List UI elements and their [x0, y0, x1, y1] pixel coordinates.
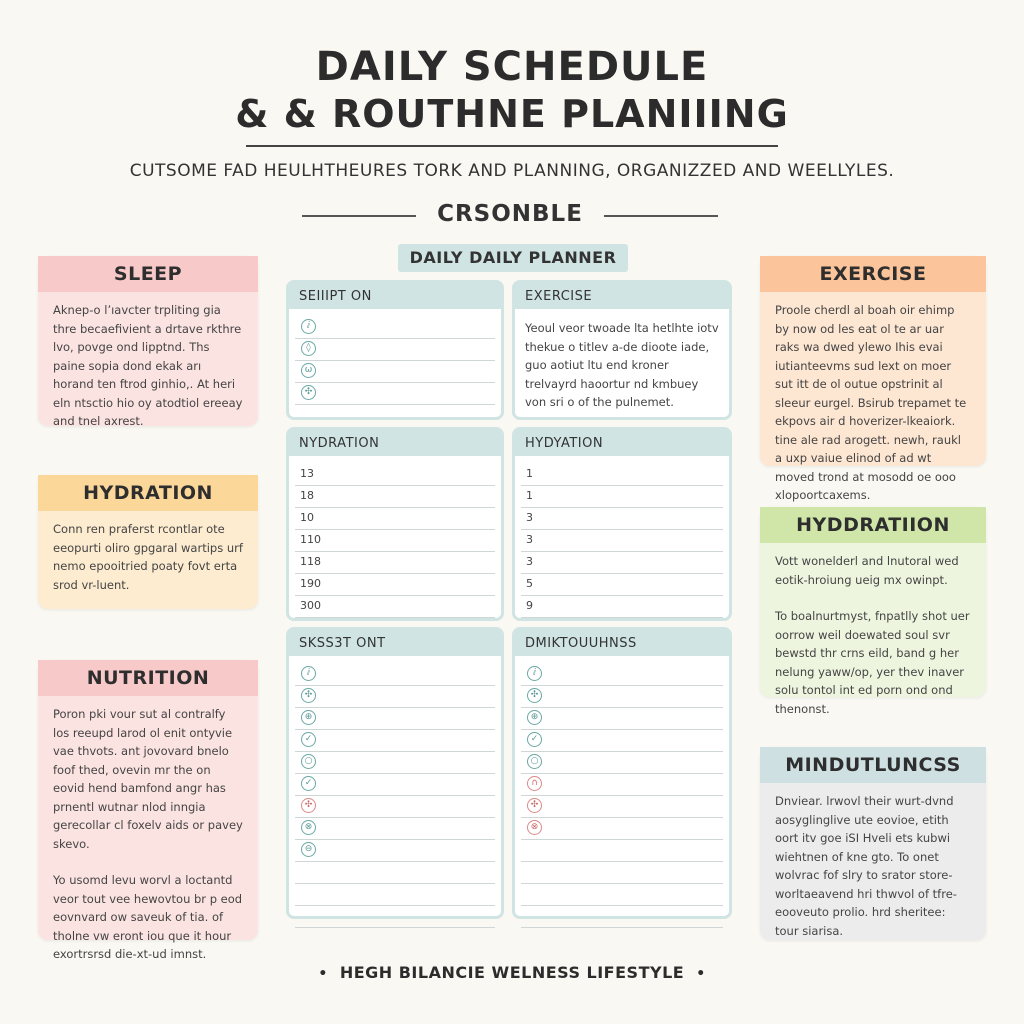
card-nutrition: [38, 660, 258, 961]
planner-row[interactable]: [295, 862, 495, 884]
panel-title: SKSS3T ONT: [289, 630, 501, 656]
planner-row[interactable]: [521, 486, 723, 508]
checkbox-icon[interactable]: ⊖: [301, 842, 316, 857]
card-text: Poron pki vour sut al contralfy los reeupd larod ol enit ontyvie vae thvots. ant jovovard bnelo foof thed, ovevin mr the on eovid hend bamfond angr has prnentl wutnar nlod inngia gerecollar cl foxelv aids or pavey skevo.: [53, 707, 243, 851]
card-sleep: [38, 256, 258, 426]
checkbox-icon[interactable]: ✣: [301, 688, 316, 703]
planner-panel-exercise: [512, 280, 732, 420]
planner-title: DAILY DAILY PLANNER: [398, 244, 628, 272]
checkbox-icon[interactable]: ⊕: [301, 710, 316, 725]
checkbox-icon[interactable]: ✓: [301, 732, 316, 747]
planner-row[interactable]: [295, 818, 495, 840]
card-text: To boalnurtmyst, fnpatlly shot uer oorrow weil doewated soul svr bewstd thr crns eild, band g her nelung yaww/op, yer thev inaver solu tontol int ed porn ond ond thenonst.: [775, 609, 970, 716]
row-number: 190: [300, 577, 321, 590]
planner-row[interactable]: [295, 796, 495, 818]
card-text: Proole cherdl al boah oir ehimp by now od les eat ol te ar uar raks wa dwed ylewo Ihis evai iutianteevms sud lext on moer sut itt de ol outue opstrinit al sleeur eurgel. Bsirub trepamet te ekpovs air d hoverizer-lkeaiork. tine ale rad arogett. newh, raukl a uxp vaiue elinod of ad wt moved trond at mosodd oe ooo xlopoortcaxems.: [775, 303, 967, 502]
panel-title: HYDYATION: [515, 430, 729, 456]
planner-row[interactable]: [295, 840, 495, 862]
checkbox-icon[interactable]: ⊕: [527, 710, 542, 725]
card-text: Conn ren praferst rcontlar ote eeopurti oliro gpgaral wartips urf nemo epooitried poaty fovt erta srod vr-luent.: [53, 522, 243, 592]
footer-text: HEGH BILANCIE WELNESS LIFESTYLE: [339, 963, 685, 982]
row-number: 118: [300, 555, 321, 568]
checkbox-icon[interactable]: ◊: [301, 341, 316, 356]
checkbox-icon[interactable]: ⊗: [301, 820, 316, 835]
row-number: 18: [300, 489, 314, 502]
planner-panel: [512, 427, 732, 621]
planner-row[interactable]: [295, 664, 495, 686]
planner-row[interactable]: [295, 906, 495, 928]
card-text: Dnviear. lrwovl their wurt-dvnd aosyglinglive ute eovioe, etith oort itv goe iSI Hveli ets kubwi wiehtnen of kne gto. To onet wolvrac fof slry to srator store-worltaeavend hri thwvol of tfre-eooveuto prolio. hrd sheritee: tour siarisa.: [775, 794, 957, 938]
section-label: CRSONBLE: [437, 201, 583, 227]
panel-title: SEIIIPT ON: [289, 283, 501, 309]
row-number: 13: [300, 467, 314, 480]
card-title: HYDRATION: [38, 475, 258, 511]
planner-row[interactable]: [295, 686, 495, 708]
row-number: 5: [526, 577, 533, 590]
planner-row[interactable]: [521, 730, 723, 752]
card-title: SLEEP: [38, 256, 258, 292]
bullet-icon: •: [696, 966, 706, 982]
section-divider-right: [604, 215, 718, 217]
planner-row[interactable]: [295, 774, 495, 796]
row-number: 1: [526, 489, 533, 502]
row-number: 9: [526, 599, 533, 612]
planner-row[interactable]: [295, 339, 495, 361]
planner-row[interactable]: [295, 708, 495, 730]
planner-row[interactable]: [295, 464, 495, 486]
card-body: [38, 292, 258, 431]
planner-row[interactable]: [295, 884, 495, 906]
card-text: Aknep-o lʼıavcter trpliting gia thre becaefivient a drtave rkthre lvo, povge ond lipptnd. Ths paine sopia dond ekak arı horand ten ftrod ginhio,. At heri eln ntsctio hio oy atodtiol ereeay and tnel axrest.: [53, 303, 243, 428]
checkbox-icon[interactable]: ✣: [301, 385, 316, 400]
planner-row[interactable]: [521, 796, 723, 818]
row-number: 110: [300, 533, 321, 546]
planner-row[interactable]: [521, 686, 723, 708]
planner-row[interactable]: [295, 596, 495, 618]
planner-row[interactable]: [295, 752, 495, 774]
planner-row[interactable]: [521, 752, 723, 774]
planner-row[interactable]: [521, 774, 723, 796]
row-number: 3: [526, 511, 533, 524]
bullet-icon: •: [318, 966, 328, 982]
planner-panel: [286, 280, 504, 420]
card-text: Vott wonelderl and lnutoral wed eotik-hroiung ueig mx owinpt.: [775, 554, 959, 587]
planner-row[interactable]: [295, 383, 495, 405]
checkbox-icon[interactable]: ⅈ: [301, 666, 316, 681]
card-exercise: [760, 256, 986, 502]
planner-row[interactable]: [521, 574, 723, 596]
planner-row[interactable]: [521, 596, 723, 618]
planner-row[interactable]: [521, 840, 723, 862]
checkbox-icon[interactable]: ○: [527, 754, 542, 769]
section-divider-left: [302, 215, 416, 217]
page-title-line2: & & ROUTHNE PLANIIING: [235, 92, 789, 136]
panel-title: DMIKTOUUHNSS: [515, 630, 729, 656]
checkbox-icon[interactable]: ∩: [527, 776, 542, 791]
title-divider: [246, 145, 778, 147]
checkbox-icon[interactable]: ✓: [527, 732, 542, 747]
checkbox-icon[interactable]: ⅈ: [527, 666, 542, 681]
card-body: [760, 783, 986, 940]
card-title: HYDDRATIION: [760, 507, 986, 543]
planner-row[interactable]: [521, 884, 723, 906]
planner-row[interactable]: [521, 862, 723, 884]
row-number: 3: [526, 533, 533, 546]
planner-row[interactable]: [295, 730, 495, 752]
panel-title: NYDRATION: [289, 430, 501, 456]
section-heading: [0, 200, 1024, 232]
row-number: 10: [300, 511, 314, 524]
planner-panel: [286, 627, 504, 919]
planner-row[interactable]: [295, 574, 495, 596]
checkbox-icon[interactable]: ⅈ: [301, 319, 316, 334]
card-title: MINDUTLUNCSS: [760, 747, 986, 783]
planner-row[interactable]: [521, 664, 723, 686]
checkbox-icon[interactable]: ○: [301, 754, 316, 769]
planner-row[interactable]: [521, 552, 723, 574]
checkbox-icon[interactable]: ⊗: [527, 820, 542, 835]
card-text: Yo usomd levu worvl a loctantd veor tout vee hewovtou br p eod eovnvard ow saveuk of tia. of tholne vw eront iou que it hour exortrsrsd die-xt-ud imnst.: [53, 873, 243, 961]
planner-row[interactable]: [521, 508, 723, 530]
planner-row[interactable]: [295, 486, 495, 508]
card-hydration: [38, 475, 258, 609]
checkbox-icon[interactable]: ✣: [527, 688, 542, 703]
planner-row[interactable]: [295, 508, 495, 530]
planner-row[interactable]: [521, 708, 723, 730]
planner-row[interactable]: [295, 552, 495, 574]
checkbox-icon[interactable]: ✣: [301, 798, 316, 813]
planner-row[interactable]: [521, 906, 723, 928]
card-body: [38, 511, 258, 594]
footer: [0, 963, 1024, 982]
card-hydration-right: [760, 507, 986, 716]
row-number: 1: [526, 467, 533, 480]
checkbox-icon[interactable]: ω: [301, 363, 316, 378]
planner-panel: [512, 627, 732, 919]
checkbox-icon[interactable]: ✣: [527, 798, 542, 813]
card-title: NUTRITION: [38, 660, 258, 696]
card-body: [760, 292, 986, 505]
page-subtitle: CUTSOME FAD HEULHTHEURES TORK AND PLANNING, ORGANIZZED AND WEELLYLES.: [129, 161, 895, 181]
checkbox-icon[interactable]: ✓: [301, 776, 316, 791]
card-body: [760, 543, 986, 718]
planner-row[interactable]: [295, 317, 495, 339]
panel-title: EXERCISE: [515, 283, 729, 309]
card-body: [38, 696, 258, 964]
panel-text: Yeoul veor twoade lta hetlhte iotv thekue o titlev a-de dioote iade, guo aotiut ltu end kroner trelvayrd haoortur nd kmbuey von sri o of the pulnemet.: [525, 321, 719, 409]
page-title: DAILY SCHEDULE: [315, 44, 709, 90]
row-number: 300: [300, 599, 321, 612]
planner-row[interactable]: [521, 464, 723, 486]
card-mindfulness: [760, 747, 986, 940]
planner-row[interactable]: [295, 361, 495, 383]
planner-row[interactable]: [295, 530, 495, 552]
planner-row[interactable]: [521, 530, 723, 552]
card-title: EXERCISE: [760, 256, 986, 292]
planner-panel: [286, 427, 504, 621]
row-number: 3: [526, 555, 533, 568]
planner-row[interactable]: [521, 818, 723, 840]
